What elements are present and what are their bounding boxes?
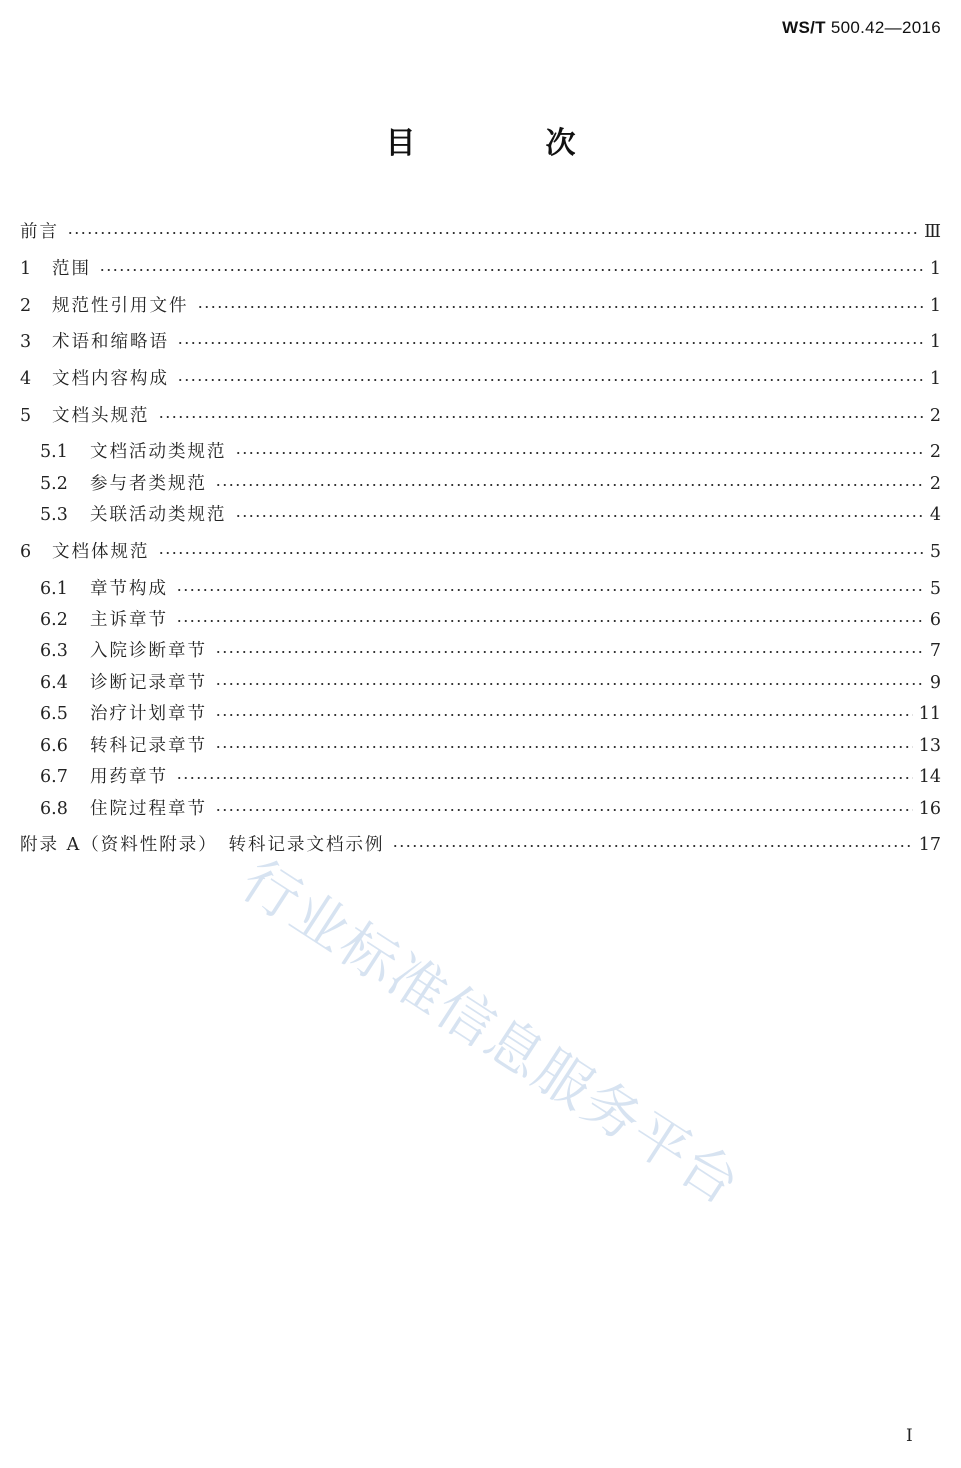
toc-entry-number: 3 xyxy=(20,332,32,352)
toc-entry-title: 文档活动类规范 xyxy=(90,442,227,462)
toc-entry-page: 5 xyxy=(929,542,941,562)
toc-entry[interactable] xyxy=(40,502,941,528)
standard-prefix: WS/T xyxy=(782,18,826,37)
toc-entry-number: 1 xyxy=(20,259,32,279)
toc-entry-number: 6.5 xyxy=(40,704,68,724)
toc-entry-number: 6.8 xyxy=(40,799,68,819)
toc-entry-number: 5.2 xyxy=(40,474,68,494)
toc-entry-page: 16 xyxy=(918,799,941,819)
toc-entry-number: 4 xyxy=(20,369,32,389)
toc-entry-title: 文档头规范 xyxy=(52,406,150,426)
toc-entry-page: 1 xyxy=(929,259,941,279)
dot-leader xyxy=(177,341,924,345)
toc-entry[interactable] xyxy=(40,439,941,465)
toc-entry-title: 文档内容构成 xyxy=(52,369,169,389)
dot-leader xyxy=(235,514,924,518)
toc-entry[interactable] xyxy=(40,576,941,602)
dot-leader xyxy=(176,588,924,592)
toc-entry-page: 2 xyxy=(929,406,941,426)
toc-entry-title: 文档体规范 xyxy=(52,542,150,562)
toc-entry[interactable] xyxy=(40,638,941,664)
toc-entry[interactable] xyxy=(20,293,941,319)
toc-entry-page: Ⅲ xyxy=(924,222,941,242)
toc-entry[interactable] xyxy=(40,607,941,633)
toc-entry-title: 章节构成 xyxy=(90,579,168,599)
dot-leader xyxy=(176,619,924,623)
toc-entry-title: 前言 xyxy=(20,222,59,242)
toc-entry-number: 6.7 xyxy=(40,767,68,787)
toc-entry-page: 4 xyxy=(929,505,941,525)
standard-number: 500.42—2016 xyxy=(830,18,941,37)
toc-entry-title: 入院诊断章节 xyxy=(90,641,207,661)
toc-entry-page: 13 xyxy=(918,736,941,756)
toc-entry-number: 5.1 xyxy=(40,442,68,462)
toc-entry-page: 9 xyxy=(929,673,941,693)
toc-entry-page: 5 xyxy=(929,579,941,599)
toc-entry-title: 规范性引用文件 xyxy=(52,296,189,316)
toc-entry-title: 住院过程章节 xyxy=(90,799,207,819)
toc-entry-page: 7 xyxy=(929,641,941,661)
dot-leader xyxy=(215,713,913,717)
dot-leader xyxy=(99,268,924,272)
toc-entry-title: 转科记录章节 xyxy=(90,736,207,756)
toc-entry-title: 主诉章节 xyxy=(90,610,168,630)
toc-entry[interactable] xyxy=(20,832,941,858)
toc-entry-page: 17 xyxy=(918,835,941,855)
watermark: 行业标准信息服务平台 xyxy=(230,848,752,1219)
toc-entry-title: 范围 xyxy=(52,259,91,279)
dot-leader xyxy=(215,745,913,749)
toc-entry[interactable] xyxy=(20,403,941,429)
toc-entry-page: 1 xyxy=(929,369,941,389)
dot-leader xyxy=(176,776,913,780)
dot-leader xyxy=(215,682,924,686)
toc-entry-title: 术语和缩略语 xyxy=(52,332,169,352)
toc-entry[interactable] xyxy=(20,256,941,282)
toc-entry-number: 6.4 xyxy=(40,673,68,693)
dot-leader xyxy=(158,551,924,555)
toc-entry-title: 用药章节 xyxy=(90,767,168,787)
footer-page-number: Ⅰ xyxy=(906,1426,913,1446)
toc-entry-number: 6.3 xyxy=(40,641,68,661)
toc-entry[interactable] xyxy=(40,471,941,497)
dot-leader xyxy=(215,808,913,812)
dot-leader xyxy=(197,305,924,309)
dot-leader xyxy=(235,451,924,455)
dot-leader xyxy=(158,415,924,419)
toc-entry-page: 6 xyxy=(929,610,941,630)
toc-entry-number: 2 xyxy=(20,296,32,316)
toc-entry-page: 11 xyxy=(918,704,941,724)
toc-entry[interactable] xyxy=(20,366,941,392)
page-title: 目 次 xyxy=(385,126,626,161)
dot-leader xyxy=(177,378,924,382)
toc-entry-title: 参与者类规范 xyxy=(90,474,207,494)
toc-entry-number: 6.1 xyxy=(40,579,68,599)
toc-entry-title: 关联活动类规范 xyxy=(90,505,227,525)
toc-entry-number: 6.2 xyxy=(40,610,68,630)
toc-entry-title: 附录 A（资料性附录） 转科记录文档示例 xyxy=(20,835,385,855)
toc-entry[interactable] xyxy=(40,701,941,727)
dot-leader xyxy=(215,650,924,654)
toc-entry-page: 2 xyxy=(929,474,941,494)
toc-entry-page: 1 xyxy=(929,332,941,352)
toc-entry-title: 诊断记录章节 xyxy=(90,673,207,693)
toc-entry[interactable] xyxy=(40,733,941,759)
toc-entry[interactable] xyxy=(20,219,941,245)
dot-leader xyxy=(392,844,912,848)
toc-entry[interactable] xyxy=(40,670,941,696)
toc-entry-page: 2 xyxy=(929,442,941,462)
toc-entry[interactable] xyxy=(20,329,941,355)
toc-entry-number: 5 xyxy=(20,406,32,426)
toc-entry-page: 1 xyxy=(929,296,941,316)
standard-code xyxy=(782,18,941,38)
toc-entry-title: 治疗计划章节 xyxy=(90,704,207,724)
toc-entry-page: 14 xyxy=(918,767,941,787)
toc-entry-number: 6.6 xyxy=(40,736,68,756)
toc-entry[interactable] xyxy=(40,764,941,790)
toc-entry-number: 5.3 xyxy=(40,505,68,525)
toc-entry-number: 6 xyxy=(20,542,32,562)
dot-leader xyxy=(67,231,918,235)
dot-leader xyxy=(215,483,924,487)
toc-entry[interactable] xyxy=(20,539,941,565)
toc-entry[interactable] xyxy=(40,796,941,822)
